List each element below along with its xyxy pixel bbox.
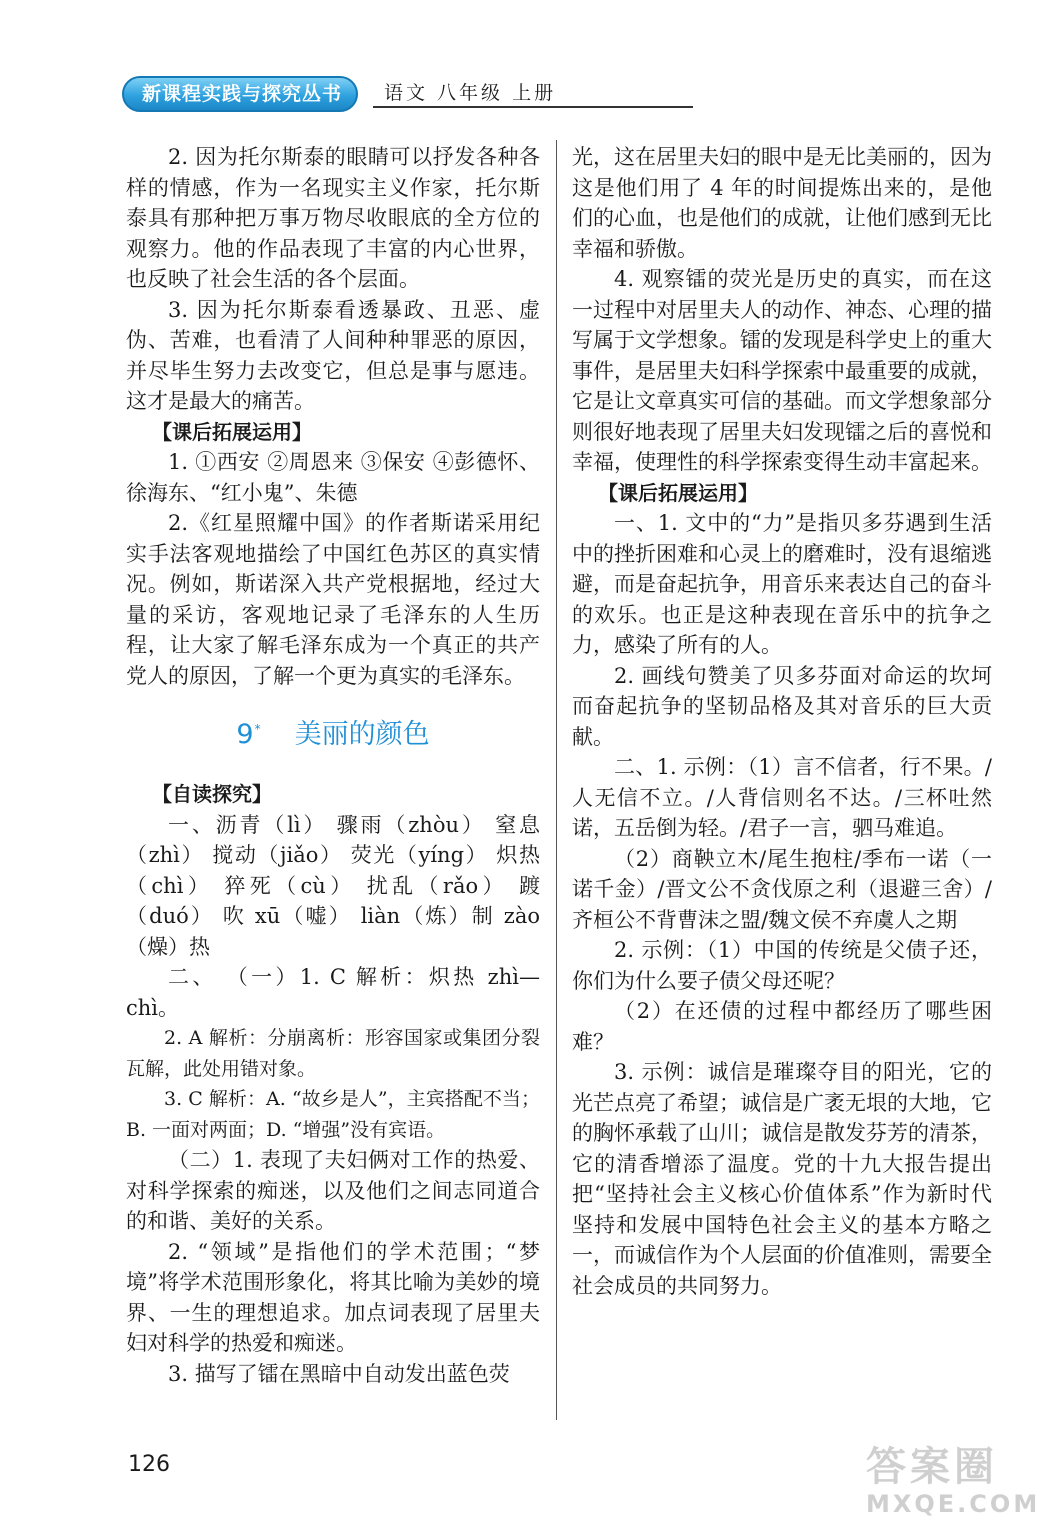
watermark-text: 答案圈: [866, 1444, 998, 1490]
running-header: [118, 72, 588, 112]
watermark-logo: [866, 1444, 1041, 1528]
column-divider: [556, 140, 557, 1420]
section-heading: 【课后拓展运用】: [598, 480, 758, 505]
answer-paragraph: 3. C 解析：A. “故乡是人”，主宾搭配不当；B. 一面对两面；D. “增强”没有宾语。: [126, 1088, 540, 1141]
answer-paragraph: （2）在还债的过程中都经历了哪些困难？: [572, 999, 992, 1054]
lesson-star: *: [254, 722, 261, 736]
answer-paragraph: 2.《红星照耀中国》的作者斯诺采用纪实手法客观地描绘了中国红色苏区的真实情况。例如，斯诺深入共产党根据地，经过大量的采访，客观地记录了毛泽东的人生历程，让大家了解毛泽东成为一个真正的共产党人的原因，了解一个更为真实的毛泽东。: [126, 511, 540, 688]
answer-paragraph: 二、1. 示例：（1）言不信者，行不果。/人无信不立。/人背信则名不达。/三杯吐然诺，五岳倒为轻。/君子一言，驷马难追。: [572, 755, 992, 840]
answer-paragraph: 2. “领域”是指他们的学术范围；“梦境”将学术范围形象化，将其比喻为美妙的境界、一生的理想追求。加点词表现了居里夫妇对科学的热爱和痴迷。: [126, 1239, 540, 1355]
answer-paragraph: 1. ①西安 ②周恩来 ③保安 ④彭德怀、徐海东、“红小鬼”、朱德: [126, 450, 540, 505]
answer-paragraph: 2. A 解析：分崩离析：形容国家或集团分裂瓦解，此处用错对象。: [126, 1027, 540, 1080]
lesson-title-text: 美丽的颜色: [294, 719, 430, 750]
answer-paragraph: 一、1. 文中的“力”是指贝多芬遇到生活中的挫折困难和心灵上的磨难时，没有退缩逃避，而是奋起抗争，用音乐来表达自己的奋斗的欢乐。也正是这种表现在音乐中的抗争之力，感染了所有的人。: [572, 511, 992, 657]
section-heading: 【自读探究】: [152, 782, 272, 806]
left-column: [126, 142, 540, 1389]
answer-paragraph: 3. 描写了镭在黑暗中自动发出蓝色荧: [168, 1361, 510, 1386]
answer-paragraph: 二、 （一）1. C 解析：炽热 zhì—chì。: [126, 965, 540, 1020]
right-column: [572, 142, 992, 1301]
answer-paragraph: （2）商鞅立木/尾生抱柱/季布一诺（一诺千金）/晋文公不贪伐原之利（退避三舍）/齐桓公不背曹沫之盟/魏文侯不弃虞人之期: [572, 846, 992, 932]
watermark-url: MXQE.COM: [866, 1490, 1041, 1518]
header-rule: [373, 106, 693, 108]
answer-paragraph: 2. 因为托尔斯泰的眼睛可以抒发各种各样的情感，作为一名现实主义作家，托尔斯泰具有那种把万事万物尽收眼底的全方位的观察力。他的作品表现了丰富的内心世界，也反映了社会生活的各个层面。: [126, 145, 540, 291]
series-title-badge: 新课程实践与探究丛书: [122, 76, 358, 112]
answer-paragraph: 光，这在居里夫妇的眼中是无比美丽的，因为这是他们用了 4 年的时间提炼出来的，是他们的心血，也是他们的成就，让他们感到无比幸福和骄傲。: [572, 145, 992, 261]
answer-paragraph: 2. 示例：（1）中国的传统是父债子还，你们为什么要子债父母还呢？: [572, 938, 992, 993]
lesson-title: [126, 709, 540, 755]
pinyin-answers: 一、沥青（lì） 骤雨（zhòu） 窒息（zhì） 搅动（jiǎo） 荧光（yíng） 炽热（chì） 猝死（cù） 扰乱（rǎo） 踱（duó） 吹 xū（嘘） liàn（炼）制 zào（燥）热: [126, 812, 540, 959]
answer-paragraph: 2. 画线句赞美了贝多芬面对命运的坎坷而奋起抗争的坚韧品格及其对音乐的巨大贡献。: [572, 663, 992, 749]
answer-paragraph: 3. 示例：诚信是璀璨夺目的阳光，它的光芒点亮了希望；诚信是广袤无垠的大地，它的胸怀承载了山川；诚信是散发芬芳的清茶，它的清香增添了温度。党的十九大报告提出把“坚持社会主义核心价值体系”作为新时代坚持和发展中国特色社会主义的基本方略之一，而诚信作为个人层面的价值准则，需要全社会成员的共同努力。: [572, 1060, 992, 1298]
answer-paragraph: 3. 因为托尔斯泰看透暴政、丑恶、虚伪、苦难，也看清了人间种种罪恶的原因，并尽毕生努力去改变它，但总是事与愿违。这才是最大的痛苦。: [126, 297, 540, 413]
subject-grade-label: 语文 八年级 上册: [384, 82, 557, 104]
answer-paragraph: （二）1. 表现了夫妇俩对工作的热爱、对科学探索的痴迷，以及他们之间志同道合的和谐、美好的关系。: [126, 1148, 540, 1233]
section-heading: 【课后拓展运用】: [152, 419, 312, 444]
answer-paragraph: 4. 观察镭的荧光是历史的真实，而在这一过程中对居里夫人的动作、神态、心理的描写属于文学想象。镭的发现是科学史上的重大事件，是居里夫妇科学探索中最重要的成就，它是让文章真实可信的基础。而文学想象部分则很好地表现了居里夫妇发现镭之后的喜悦和幸福，使理性的科学探索变得生动丰富起来。: [572, 267, 992, 474]
page-number: 126: [128, 1452, 170, 1477]
lesson-number: 9*: [236, 719, 261, 750]
